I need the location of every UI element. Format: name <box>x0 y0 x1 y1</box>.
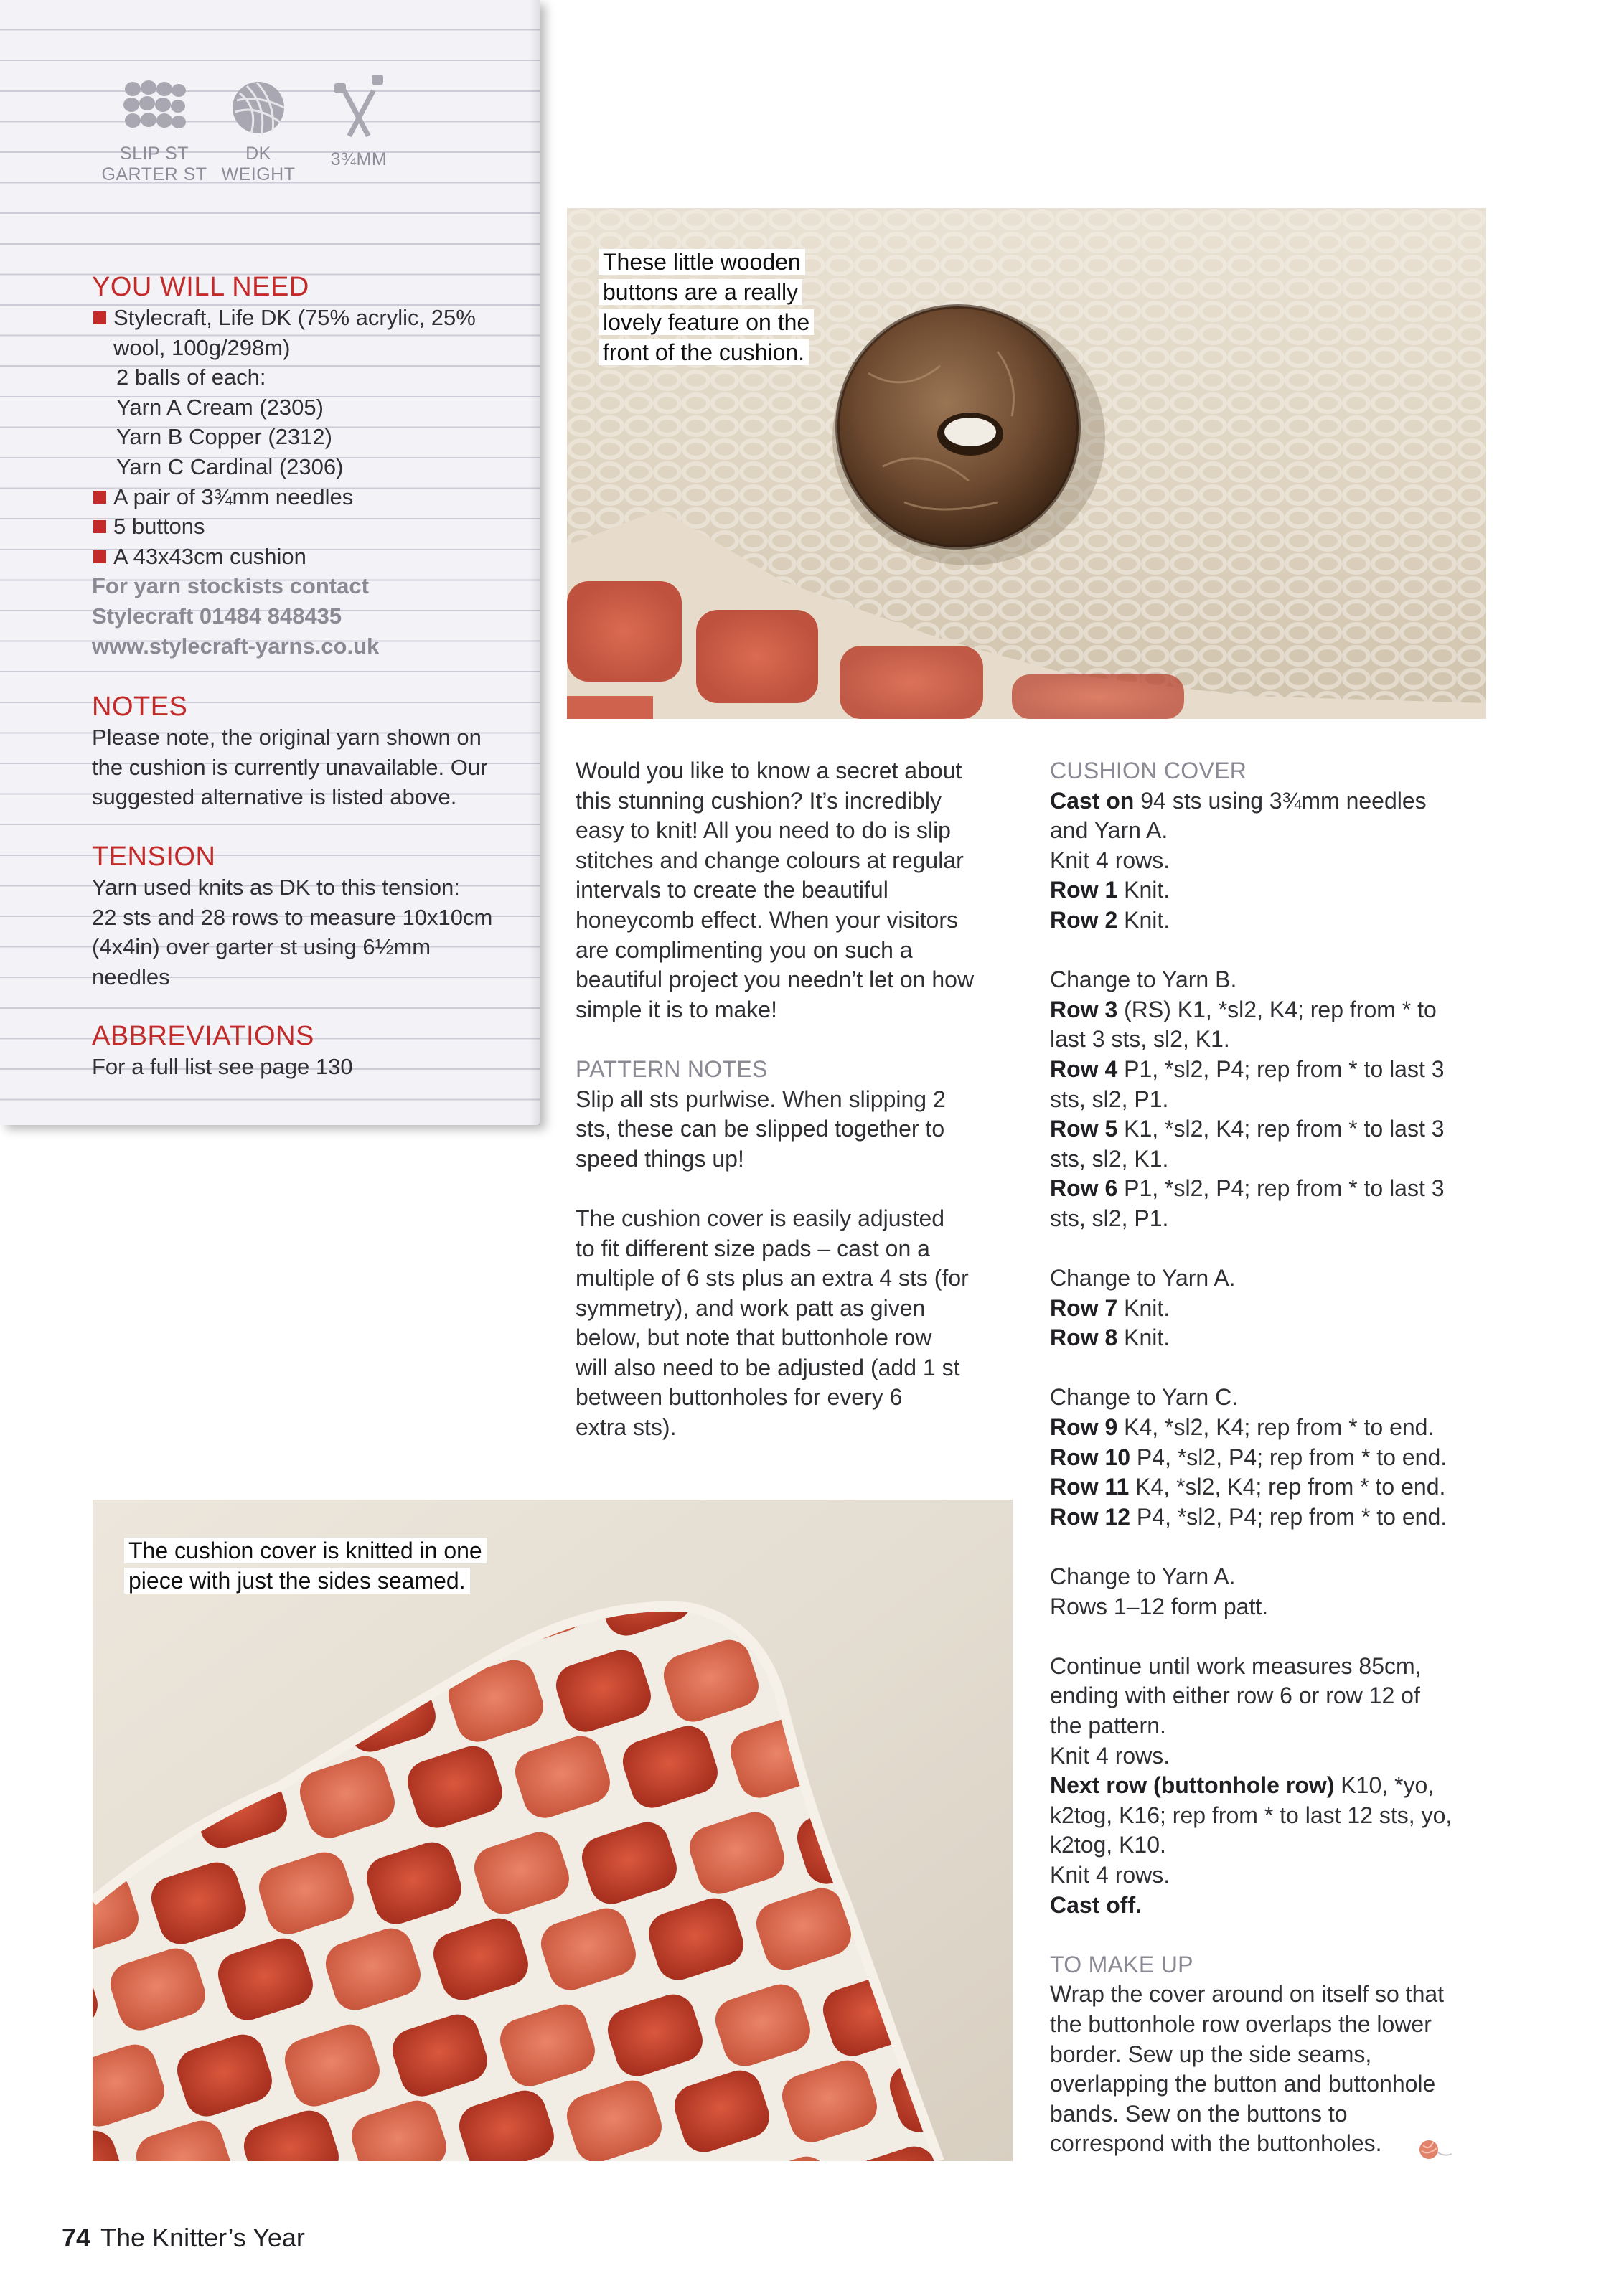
row-label: Next row (buttonhole row) <box>1050 1772 1335 1799</box>
pattern-line <box>1050 1443 1495 1473</box>
cushion-cover-heading: CUSHION COVER <box>1050 758 1247 784</box>
text-line: multiple of 6 sts plus an extra 4 sts (for <box>576 1265 969 1292</box>
needle-info <box>319 73 398 170</box>
pattern-line <box>1050 1472 1495 1502</box>
pattern-line <box>1050 905 1495 936</box>
pattern-line: the pattern. <box>1050 1713 1166 1739</box>
pattern-line <box>1050 1055 1495 1085</box>
stockist-phone: Stylecraft 01484 848435 <box>92 603 342 629</box>
instruction-text: 94 sts using 3¾mm needles <box>1134 787 1427 814</box>
pattern-line <box>1050 1502 1495 1533</box>
row-label: Row 9 <box>1050 1414 1118 1441</box>
list-item-text: 2 balls of each: <box>116 364 266 390</box>
list-item: A 43x43cm cushion <box>92 542 515 572</box>
tension-text: (4x4in) over garter st using 6½mm <box>92 934 431 960</box>
text-line: border. Sew up the side seams, <box>1050 2041 1372 2067</box>
text-line: below, but note that buttonhole row <box>576 1325 932 1351</box>
notes-text: suggested alternative is listed above. <box>92 784 457 810</box>
page-number: 74 <box>62 2223 91 2252</box>
abbreviations-section <box>92 1020 515 1082</box>
text-line: Would you like to know a secret about <box>576 758 962 784</box>
row-text: P4, *sl2, P4; rep from * to end. <box>1130 1503 1447 1530</box>
knitting-needles-icon <box>330 73 388 142</box>
pattern-line: k2tog, K16; rep from * to last 12 sts, yo, <box>1050 1802 1452 1828</box>
row-text: Knit. <box>1117 877 1170 903</box>
pattern-line: Change to Yarn A. <box>1050 1265 1236 1292</box>
pattern-line <box>1050 786 1495 817</box>
icon-label-line1: DK <box>245 144 271 164</box>
icon-label-line2: GARTER ST <box>101 164 207 184</box>
text-line: easy to knit! All you need to do is slip <box>576 817 951 844</box>
make-up-heading: TO MAKE UP <box>1050 1951 1193 1977</box>
you-will-need-section <box>92 271 515 661</box>
yarn-ball-icon <box>230 79 287 136</box>
pattern-notes-paragraph <box>576 1085 1006 1175</box>
row-label: Row 10 <box>1050 1444 1131 1470</box>
pattern-column <box>1050 756 1495 2159</box>
text-line: to fit different size pads – cast on a <box>576 1235 930 1261</box>
button-closeup-photo <box>567 208 1486 719</box>
page-footer <box>62 2223 305 2253</box>
pattern-line: Rows 1–12 form patt. <box>1050 1593 1269 1619</box>
row-text: K10, *yo, <box>1334 1772 1435 1799</box>
section-heading: TENSION <box>92 842 216 872</box>
pattern-line: Continue until work measures 85cm, <box>1050 1652 1422 1679</box>
stockist-website[interactable]: www.stylecraft-yarns.co.uk <box>92 633 380 659</box>
pattern-line <box>1050 875 1495 905</box>
yarn-b-text: Yarn B Copper (2312) <box>116 424 332 450</box>
pattern-line <box>1050 1323 1495 1353</box>
caption-line: These little wooden <box>599 249 805 275</box>
intro-paragraph <box>576 756 1006 1025</box>
pattern-notes-paragraph <box>576 1204 1006 1443</box>
pattern-line: sts, sl2, P1. <box>1050 1086 1169 1112</box>
text-line: beautiful project you needn’t let on how <box>576 966 975 993</box>
row-text: P1, *sl2, P4; rep from * to last 3 <box>1117 1175 1445 1202</box>
pattern-line: and Yarn A. <box>1050 817 1168 844</box>
tension-text: Yarn used knits as DK to this tension: <box>92 875 460 900</box>
row-label: Row 4 <box>1050 1055 1118 1082</box>
icon-label-line1: SLIP ST <box>119 144 189 164</box>
row-label: Row 11 <box>1050 1474 1130 1500</box>
row-label: Row 5 <box>1050 1116 1118 1142</box>
stitch-info <box>100 79 208 185</box>
pattern-line <box>1050 1294 1495 1324</box>
pattern-line: Change to Yarn A. <box>1050 1563 1236 1590</box>
photo-caption <box>124 1535 487 1596</box>
list-item-text: wool, 100g/298m) <box>113 334 291 360</box>
text-line: are complimenting you on such a <box>576 936 913 963</box>
text-line: honeycomb effect. When your visitors <box>576 906 958 933</box>
tension-section <box>92 841 515 992</box>
text-line: stitches and change colours at regular <box>576 847 964 873</box>
icon-label-line1: 3¾MM <box>330 149 388 169</box>
text-line: overlapping the button and buttonhole <box>1050 2071 1436 2097</box>
text-line: the buttonhole row overlaps the lower <box>1050 2010 1432 2037</box>
text-line: between buttonholes for every 6 <box>576 1384 903 1411</box>
row-text: P4, *sl2, P4; rep from * to end. <box>1130 1444 1447 1470</box>
text-line: speed things up! <box>576 1145 744 1172</box>
pattern-line: last 3 sts, sl2, K1. <box>1050 1026 1230 1053</box>
yarn-c-text: Yarn C Cardinal (2306) <box>116 453 344 479</box>
pattern-notes-heading: PATTERN NOTES <box>576 1055 768 1082</box>
pattern-line <box>1050 1174 1495 1204</box>
notes-text: the cushion is currently unavailable. Our <box>92 754 488 780</box>
pattern-line: Cast off. <box>1050 1891 1142 1918</box>
text-line: intervals to create the beautiful <box>576 877 888 903</box>
pattern-line <box>1050 1771 1495 1801</box>
section-heading: NOTES <box>92 692 188 722</box>
caption-line: buttons are a really <box>599 279 802 305</box>
list-item: A pair of 3¾mm needles <box>92 482 515 512</box>
instruction-label: Cast on <box>1050 787 1135 814</box>
yarn-a-text: Yarn A Cream (2305) <box>116 394 324 420</box>
caption-line: lovely feature on the <box>599 309 814 335</box>
text-line: symmetry), and work patt as given <box>576 1294 926 1321</box>
row-label: Row 6 <box>1050 1175 1118 1202</box>
text-line: Wrap the cover around on itself so that <box>1050 1981 1445 2008</box>
row-text: K4, *sl2, K4; rep from * to end. <box>1129 1474 1446 1500</box>
pattern-line: Knit 4 rows. <box>1050 847 1170 873</box>
text-line: this stunning cushion? It’s incredibly <box>576 787 942 814</box>
row-label: Row 12 <box>1050 1503 1131 1530</box>
row-text: K4, *sl2, K4; rep from * to end. <box>1117 1414 1435 1441</box>
info-sidebar <box>0 0 540 1125</box>
pattern-line: sts, sl2, K1. <box>1050 1145 1169 1172</box>
cushion-honeycomb-photo <box>93 1500 1013 2161</box>
caption-line: front of the cushion. <box>599 339 809 365</box>
list-item <box>92 303 515 482</box>
photo-caption <box>599 247 814 367</box>
section-heading: ABBREVIATIONS <box>92 1021 314 1051</box>
end-mark-yarn-icon <box>1417 2138 1453 2161</box>
pattern-line: k2tog, K10. <box>1050 1832 1166 1858</box>
text-line: bands. Sew on the buttons to <box>1050 2100 1348 2127</box>
text-line: will also need to be adjusted (add 1 st <box>576 1354 960 1380</box>
row-text: Knit. <box>1117 906 1170 933</box>
list-item: 5 buttons <box>92 512 515 542</box>
list-item-text: Stylecraft, Life DK (75% acrylic, 25% <box>113 305 476 330</box>
make-up-paragraph <box>1050 1980 1495 2159</box>
caption-line: piece with just the sides seamed. <box>124 1568 470 1594</box>
row-label: Row 3 <box>1050 996 1118 1022</box>
pattern-line <box>1050 1413 1495 1443</box>
row-text: Knit. <box>1117 1294 1170 1321</box>
row-text: (RS) K1, *sl2, K4; rep from * to <box>1117 996 1437 1022</box>
skill-icons <box>100 79 416 201</box>
pattern-line: Change to Yarn B. <box>1050 966 1237 993</box>
caption-line: The cushion cover is knitted in one <box>124 1538 487 1563</box>
icon-label-line2: WEIGHT <box>221 164 296 184</box>
text-line: extra sts). <box>576 1414 677 1441</box>
notes-text: Please note, the original yarn shown on <box>92 725 482 750</box>
tension-text: 22 sts and 28 rows to measure 10x10cm <box>92 904 493 930</box>
row-text: K1, *sl2, K4; rep from * to last 3 <box>1117 1116 1445 1142</box>
row-label: Row 1 <box>1050 877 1118 903</box>
pattern-line: ending with either row 6 or row 12 of <box>1050 1683 1420 1709</box>
pattern-line: Knit 4 rows. <box>1050 1742 1170 1769</box>
text-line: simple it is to make! <box>576 996 777 1022</box>
pattern-line: sts, sl2, P1. <box>1050 1205 1169 1231</box>
tension-text: needles <box>92 964 170 989</box>
text-line: Slip all sts purlwise. When slipping 2 <box>576 1086 946 1112</box>
stitch-swatch-icon <box>121 79 187 136</box>
pattern-line: Knit 4 rows. <box>1050 1861 1170 1888</box>
row-label: Row 2 <box>1050 906 1118 933</box>
row-text: Knit. <box>1117 1325 1170 1351</box>
pattern-line <box>1050 1114 1495 1144</box>
weight-info <box>208 79 309 185</box>
notes-section <box>92 691 515 812</box>
pattern-line: Change to Yarn C. <box>1050 1384 1239 1411</box>
intro-column <box>576 756 1006 1443</box>
text-line: The cushion cover is easily adjusted <box>576 1205 945 1231</box>
section-heading: YOU WILL NEED <box>92 272 309 302</box>
row-text: P1, *sl2, P4; rep from * to last 3 <box>1117 1055 1445 1082</box>
stockist-contact: For yarn stockists contact <box>92 573 369 599</box>
cushion-honeycomb-image <box>93 1500 1013 2161</box>
text-line: correspond with the buttonholes. <box>1050 2130 1382 2157</box>
pattern-line <box>1050 995 1495 1025</box>
text-line: sts, these can be slipped together to <box>576 1116 945 1142</box>
row-label: Row 8 <box>1050 1325 1118 1351</box>
abbreviations-text: For a full list see page 130 <box>92 1054 353 1079</box>
publication-name: The Knitter’s Year <box>100 2223 305 2252</box>
row-label: Row 7 <box>1050 1294 1118 1321</box>
